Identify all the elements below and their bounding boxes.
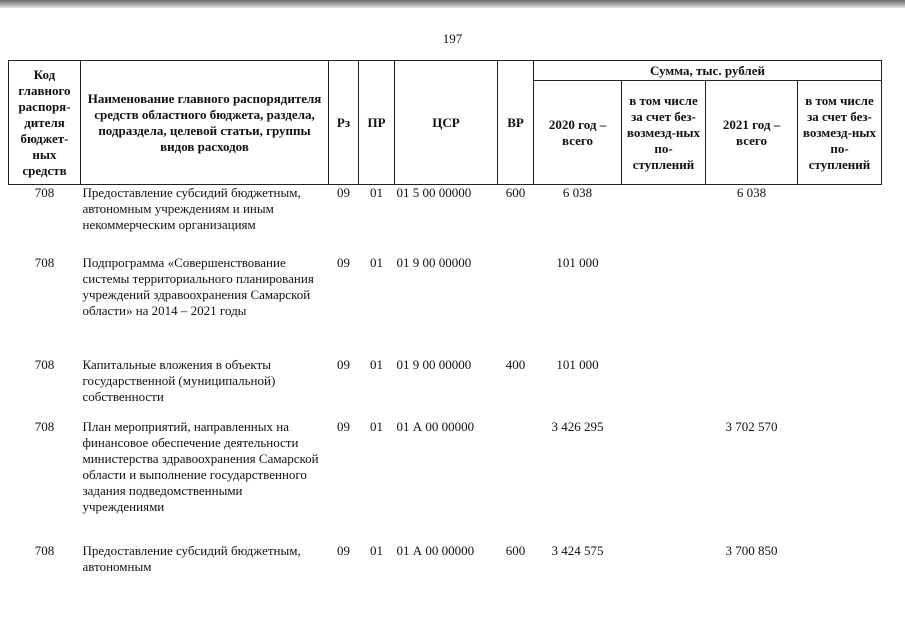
cell-vr: 600: [505, 542, 526, 558]
cell-code: 708: [34, 418, 55, 434]
table-row: [9, 185, 882, 255]
cell-name: Подпрограмма «Совершенствование системы территориального планирования учреждений здравоохранения Самарской области» на 2014 – 2021 годы: [82, 254, 314, 318]
cell-csr: 01 А 00 00000: [396, 418, 475, 434]
cell-vr: [498, 419, 534, 543]
cell-2021-total: [706, 357, 798, 419]
cell-2021-free: [798, 185, 882, 255]
cell-rz: 09: [337, 356, 350, 372]
cell-vr: 400: [505, 356, 526, 372]
header-sum-group: Сумма, тыс. рублей: [534, 61, 882, 81]
header-csr: ЦСР: [395, 61, 498, 185]
header-pr: ПР: [359, 61, 395, 185]
cell-2020-free: [622, 543, 706, 583]
cell-pr: 01: [370, 418, 383, 434]
cell-2020-free: [622, 185, 706, 255]
cell-name: Предоставление субсидий бюджетным, автономным учреждениям и иным некоммерческим организациям: [82, 185, 301, 232]
header-2020-total: 2020 год – всего: [534, 81, 622, 185]
cell-2020-free: [622, 357, 706, 419]
cell-pr: 01: [370, 254, 383, 270]
cell-2020-total: 6 038: [562, 185, 593, 200]
cell-pr: 01: [370, 542, 383, 558]
cell-vr: [498, 255, 534, 357]
table-row: [9, 255, 882, 357]
cell-pr: 01: [370, 185, 383, 200]
budget-table: [8, 60, 882, 583]
page-number: 197: [442, 31, 463, 46]
cell-code: 708: [34, 185, 55, 200]
header-vr: ВР: [498, 61, 534, 185]
cell-code: 708: [34, 254, 55, 270]
cell-2021-total: 6 038: [736, 185, 767, 200]
cell-csr: 01 9 00 00000: [396, 254, 472, 270]
header-2021-free: в том числе за счет без-возмезд-ных по-ступлений: [798, 81, 882, 185]
cell-name: План мероприятий, направленных на финансовое обеспечение деятельности министерства здравоохранения Самарской области и выполнение государственного задания подведомственными учреждениями: [82, 418, 319, 514]
cell-code: 708: [34, 542, 55, 558]
cell-2021-total: 3 700 850: [725, 542, 778, 558]
table-header: [9, 61, 882, 185]
scan-edge: [0, 0, 905, 8]
cell-2021-total: [706, 255, 798, 357]
header-2021-total: 2021 год – всего: [706, 81, 798, 185]
cell-rz: 09: [337, 418, 350, 434]
cell-2020-total: 3 426 295: [551, 418, 604, 434]
table-row: [9, 357, 882, 419]
cell-2020-free: [622, 419, 706, 543]
cell-2021-total: 3 702 570: [725, 418, 778, 434]
cell-code: 708: [34, 356, 55, 372]
cell-rz: 09: [337, 254, 350, 270]
table-body: [9, 185, 882, 583]
cell-rz: 09: [337, 185, 350, 200]
cell-2020-total: 101 000: [556, 254, 599, 270]
cell-vr: 600: [505, 185, 526, 200]
cell-2020-total: 3 424 575: [551, 542, 604, 558]
cell-name: Предоставление субсидий бюджетным, автономным: [82, 542, 301, 574]
cell-2020-total: 101 000: [556, 356, 599, 372]
header-code: Код главного распоря-дителя бюджет-ных средств: [9, 61, 81, 185]
cell-2021-free: [798, 543, 882, 583]
cell-name: Капитальные вложения в объекты государственной (муниципальной) собственности: [82, 356, 276, 404]
cell-csr: 01 А 00 00000: [396, 542, 475, 558]
cell-rz: 09: [337, 542, 350, 558]
cell-2021-free: [798, 357, 882, 419]
table-row: [9, 419, 882, 543]
cell-pr: 01: [370, 356, 383, 372]
header-2020-free: в том числе за счет без-возмезд-ных по-ступлений: [622, 81, 706, 185]
cell-2020-free: [622, 255, 706, 357]
header-name: Наименование главного распорядителя средств областного бюджета, раздела, подраздела, целевой статьи, группы видов расходов: [81, 61, 329, 185]
table-row: [9, 543, 882, 583]
cell-2021-free: [798, 419, 882, 543]
header-rz: Рз: [329, 61, 359, 185]
cell-csr: 01 9 00 00000: [396, 356, 472, 372]
cell-csr: 01 5 00 00000: [396, 185, 472, 200]
cell-2021-free: [798, 255, 882, 357]
